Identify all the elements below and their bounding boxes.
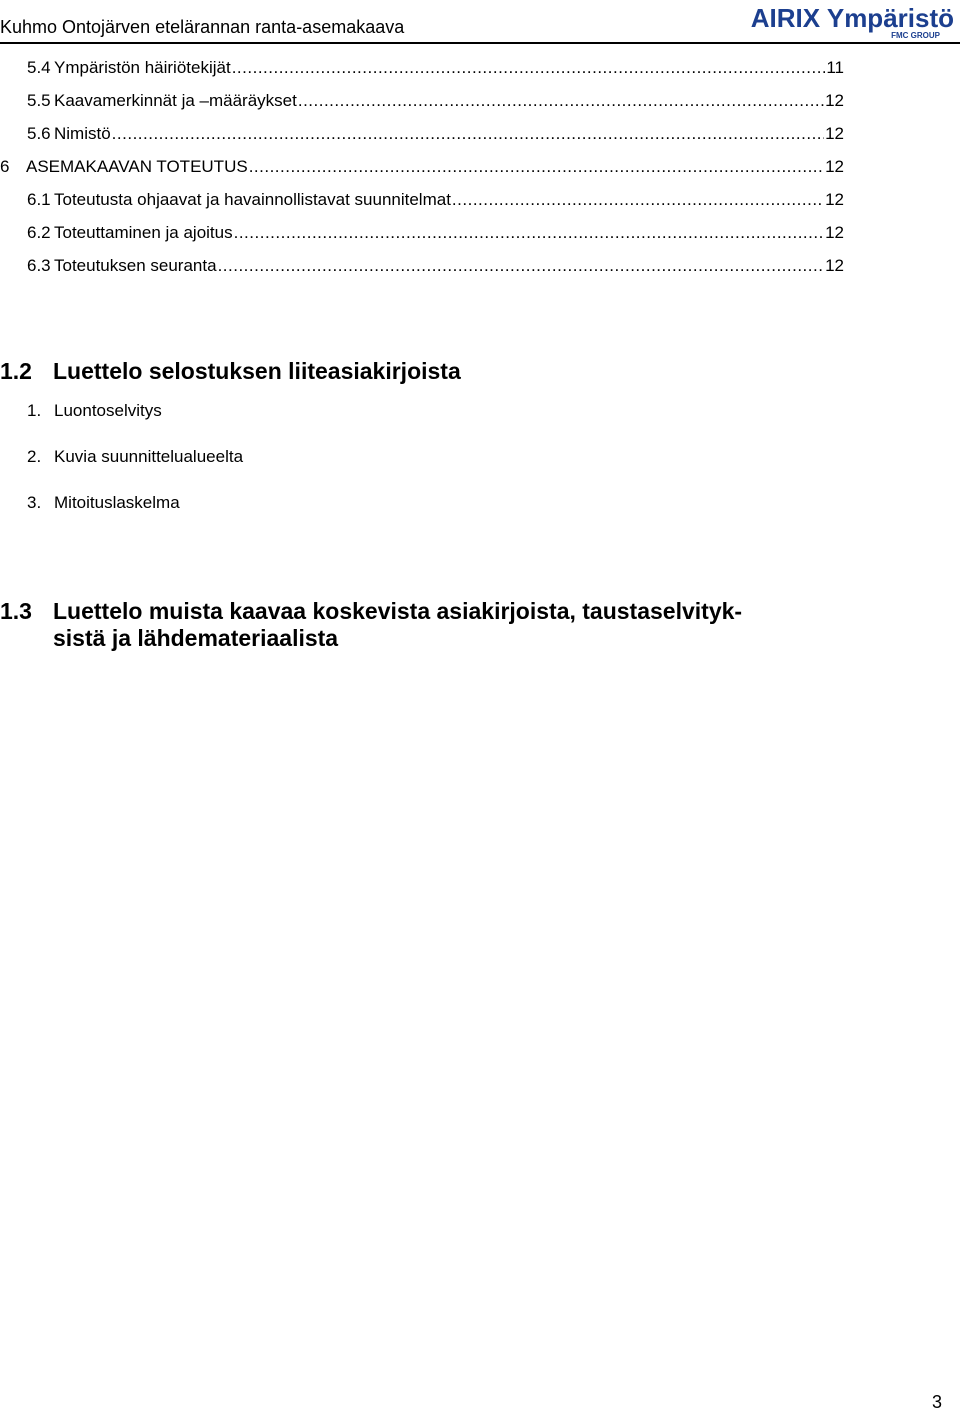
section-number: 1.2 [0,358,32,384]
toc-entry-number: 6.3 [27,256,51,275]
toc-entry-text: ASEMAKAAVAN TOTEUTUS [26,157,248,176]
toc-entry-page: 12 [825,256,844,275]
toc-leader-dots [218,256,825,276]
toc-leader-dots [298,91,824,111]
toc-entry [0,223,844,256]
list-item-text: Mitoituslaskelma [54,493,180,512]
toc-entry-text: Ympäristön häiriötekijät [54,58,231,77]
toc-entry [0,190,844,223]
attachment-list [0,401,243,539]
toc-entry-page: 11 [826,58,844,77]
toc-entry-text: Kaavamerkinnät ja –määräykset [54,91,297,110]
list-item-number: 3. [27,493,42,512]
toc-entry-number: 5.4 [27,58,51,77]
toc-entry-text: Toteutusta ohjaavat ja havainnollistavat suunnitelmat [54,190,451,209]
section-title: Luettelo selostuksen liiteasiakirjoista [53,358,461,384]
toc-leader-dots [234,223,824,243]
company-logo [736,2,956,40]
page-header [0,0,960,44]
toc-entry [0,91,844,124]
list-item-number: 2. [27,447,42,466]
toc-entry [0,256,844,289]
logo-subtext: FMC GROUP [891,31,940,40]
toc-entry-text: Toteutuksen seuranta [54,256,217,275]
document-title: Kuhmo Ontojärven etelärannan ranta-asemakaava [0,17,405,37]
toc-leader-dots [112,124,824,144]
table-of-contents [0,58,844,289]
list-item [0,401,243,447]
toc-entry-page: 12 [825,124,844,143]
toc-entry-text: Nimistö [54,124,111,143]
toc-entry [0,58,844,91]
list-item [0,493,243,539]
logo-text: AIRIX Ympäristö [750,3,954,33]
list-item [0,447,243,493]
toc-entry-text: Toteuttaminen ja ajoitus [54,223,233,242]
section-heading-1-3 [0,598,742,652]
header-divider [0,42,960,44]
toc-leader-dots [232,58,826,78]
toc-entry-number: 5.5 [27,91,51,110]
list-item-text: Luontoselvitys [54,401,162,420]
toc-entry-number: 5.6 [27,124,51,143]
section-number: 1.3 [0,598,32,624]
section-heading-1-2 [0,358,461,385]
toc-entry [0,157,844,190]
list-item-number: 1. [27,401,42,420]
toc-leader-dots [249,157,824,177]
toc-entry-page: 12 [825,91,844,110]
toc-entry-number: 6.2 [27,223,51,242]
section-title-line-2: sistä ja lähdemateriaalista [53,625,339,651]
section-title-line-1: Luettelo muista kaavaa koskevista asiakirjoista, taustaselvityk- [53,598,743,624]
list-item-text: Kuvia suunnittelualueelta [54,447,244,466]
toc-entry-number: 6.1 [27,190,51,209]
toc-leader-dots [452,190,824,210]
toc-entry-number: 6 [0,157,10,176]
toc-entry-page: 12 [825,157,844,176]
toc-entry [0,124,844,157]
toc-entry-page: 12 [825,223,844,242]
page-number: 3 [931,1392,942,1412]
toc-entry-page: 12 [825,190,844,209]
